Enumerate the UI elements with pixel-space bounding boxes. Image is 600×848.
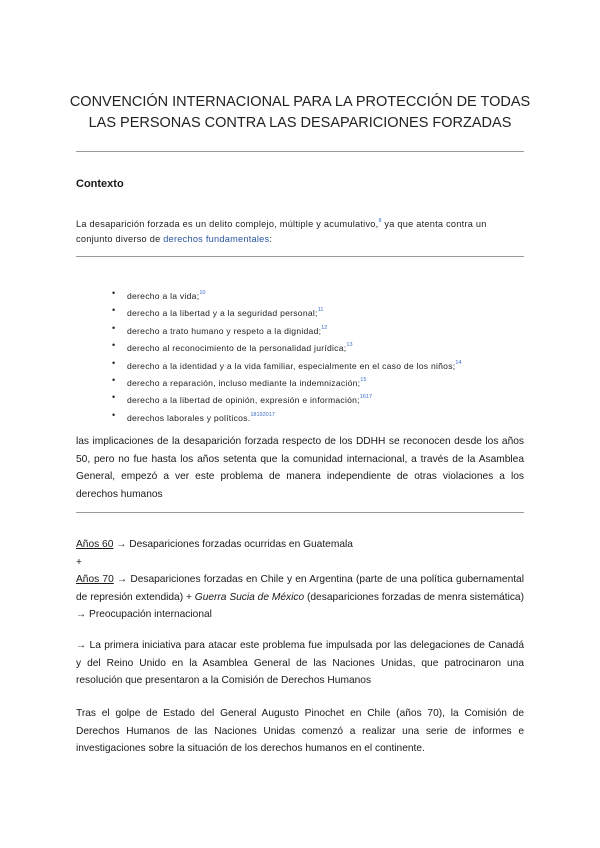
footnote-ref[interactable]: 12 bbox=[321, 324, 328, 331]
label-anos-70: Años 70 bbox=[76, 574, 114, 585]
derechos-fundamentales-link[interactable]: derechos fundamentales bbox=[163, 234, 270, 244]
divider-top bbox=[76, 151, 524, 152]
timeline-60s: Años 60 → Desapariciones forzadas ocurridas en Guatemala bbox=[76, 539, 353, 550]
list-item: • derecho a trato humano y respeto a la dignidad;$^{12}$ bbox=[112, 321, 462, 338]
divider-context bbox=[76, 256, 524, 257]
timeline-plus: + bbox=[76, 556, 82, 568]
timeline-70s: Años 70 → Desapariciones forzadas en Chile y en Argentina (parte de una política gubernamental de represión extendida) + Guerra Sucia de México (desapariciones forzadas de menra sistemática) → Preocupación internacional bbox=[76, 574, 524, 620]
footnote-ref[interactable]: 13 bbox=[346, 342, 353, 349]
label-anos-60: Años 60 bbox=[76, 539, 114, 550]
title-line-1: CONVENCIÓN INTERNACIONAL PARA LA PROTECCIÓN DE TODAS bbox=[69, 94, 531, 110]
footnote-ref[interactable]: 15 bbox=[360, 377, 367, 384]
list-item: • derecho a reparación, incluso mediante la indemnización;$^{15}$ bbox=[112, 373, 462, 390]
title-line-2: LAS PERSONAS CONTRA LAS DESAPARICIONES FORZADAS bbox=[88, 115, 512, 131]
footnote-ref[interactable]: 11 bbox=[317, 307, 324, 314]
footnote-ref[interactable]: 8 bbox=[378, 218, 382, 224]
intro-text-3: : bbox=[269, 234, 273, 244]
list-item: • derecho a la libertad y a la seguridad personal;$^{11}$ bbox=[112, 303, 462, 320]
timeline-block bbox=[76, 536, 524, 624]
document-title bbox=[60, 92, 540, 134]
list-item: • derecho a la libertad de opinión, expresión e información;$^{1617}$ bbox=[112, 390, 462, 407]
intro-text-2: ya que atenta contra un conjunto diverso de bbox=[76, 219, 487, 244]
list-item: • derecho a la identidad y a la vida familiar, especialmente en el caso de los niños;$^{14}$ bbox=[112, 356, 462, 373]
implications-paragraph: las implicaciones de la desaparición forzada respecto de los DDHH se reconocen desde los años 50, pero no fue hasta los años setenta que la comunidad internacional, a través de la Asamblea General, empezó a ver este problema de manera independiente de otras violaciones a los derechos humanos bbox=[76, 436, 524, 500]
footnote-ref[interactable]: 14 bbox=[455, 359, 462, 366]
footnote-ref[interactable]: 10 bbox=[199, 290, 206, 296]
footnote-ref[interactable]: 1617 bbox=[359, 394, 373, 401]
list-item: • derecho a la vida;$^{10}$ bbox=[112, 286, 462, 303]
guerra-sucia-text: Guerra Sucia de México bbox=[194, 591, 305, 603]
context-heading: Contexto bbox=[76, 178, 124, 190]
footnote-ref[interactable]: 18192017 bbox=[250, 411, 275, 418]
divider-middle bbox=[76, 512, 524, 513]
rights-list bbox=[112, 286, 462, 425]
context-intro bbox=[76, 214, 524, 247]
list-item: • derechos laborales y políticos.$^{18192017}$ bbox=[112, 408, 462, 425]
intro-text-1: La desaparición forzada es un delito complejo, múltiple y acumulativo, bbox=[76, 219, 379, 229]
list-item: • derecho al reconocimiento de la personalidad jurídica;$^{13}$ bbox=[112, 338, 462, 355]
initiative-paragraph: → La primera iniciativa para atacar este problema fue impulsada por las delegaciones de Canadá y del Reino Unido en la Asamblea General de las Naciones Unidas, que patrocinaron una resolución que presentaron a la Comisión de Derechos Humanos bbox=[76, 640, 524, 686]
coup-paragraph: Tras el golpe de Estado del General Augusto Pinochet en Chile (años 70), la Comisión de Derechos Humanos de las Naciones Unidas comenzó a realizar una serie de informes e investigaciones sobre la situación de los derechos humanos en el continente. bbox=[76, 708, 524, 754]
